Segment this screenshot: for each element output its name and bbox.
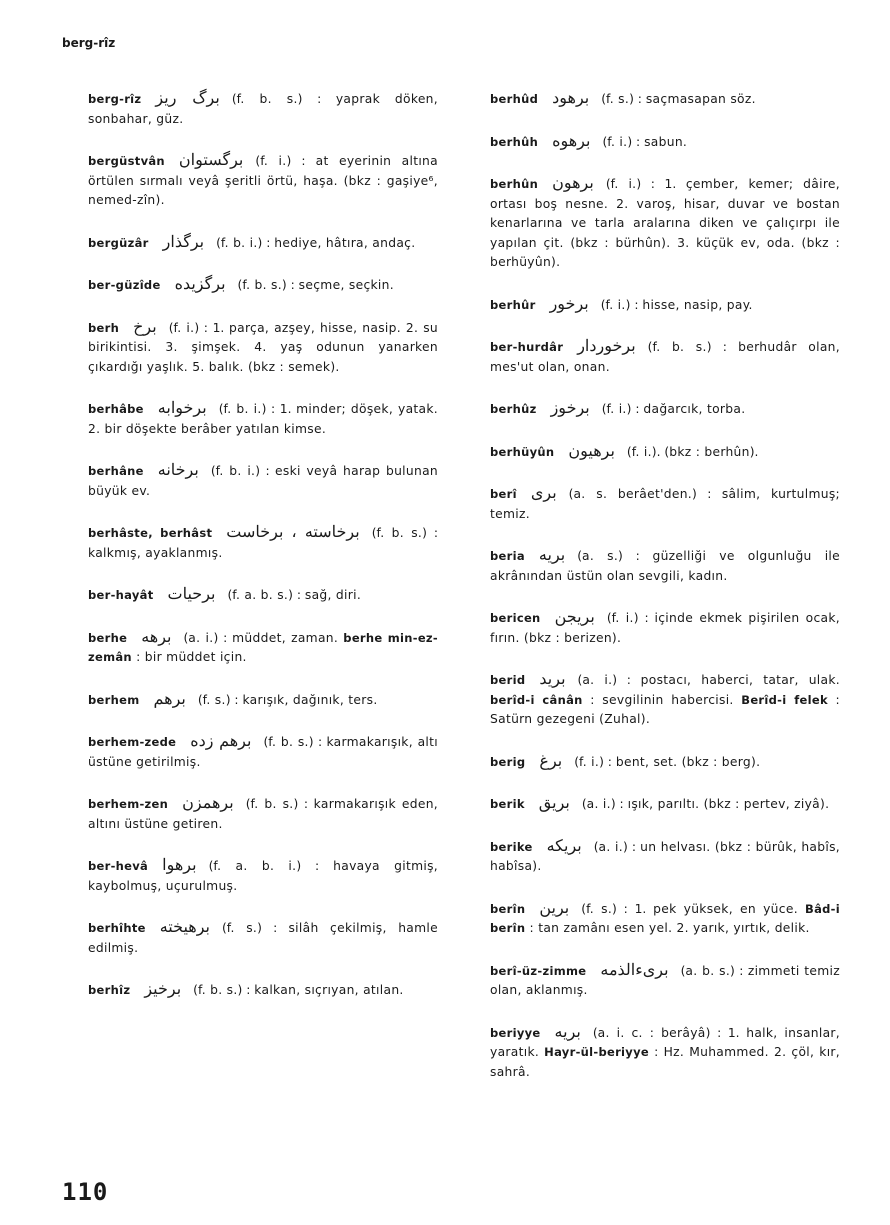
dictionary-entry: [460, 398, 840, 420]
entry-arabic-script: برحیات: [167, 584, 216, 603]
entry-definition: (f. i.) : 1. parça, azşey, hisse, nasip. 2. su birikintisi. 3. şimşek. 4. yaş odunun yanarken çıkardığı yaşlık. 5. balık. (bkz : semek).: [88, 320, 438, 374]
dictionary-entry: [58, 460, 438, 501]
entry-body: [460, 131, 840, 153]
dictionary-entry: [58, 917, 438, 958]
entry-definition: (f. b. s.) : karmakarışık, altı üstüne getirilmiş.: [88, 735, 438, 769]
entry-headword: berîn: [490, 901, 526, 916]
dictionary-entry: [58, 317, 438, 378]
entry-definition: (a. s. berâet'den.) : sâlim, kurtulmuş; temiz.: [490, 487, 840, 521]
dictionary-entry: [58, 584, 438, 606]
entry-body: [58, 460, 438, 501]
entry-headword: ber-hayât: [88, 588, 154, 602]
entry-headword: berî: [490, 487, 517, 501]
entry-body: [58, 88, 438, 129]
entry-headword: ber-güzîde: [88, 278, 161, 292]
sub-entry-headword: berîd-i cânân: [490, 692, 583, 707]
entry-arabic-script: برخوابه: [157, 398, 207, 417]
dictionary-entry: [58, 627, 438, 668]
entry-definition: (f. b. i.) : eski veyâ harap bulunan büyük ev.: [88, 464, 438, 498]
sub-entry-definition: : bir müddet için.: [131, 650, 247, 664]
entry-body: [58, 731, 438, 772]
entry-arabic-script: برگزیده: [174, 274, 226, 293]
entry-body: [460, 751, 840, 773]
entry-headword: berî-üz-zimme: [490, 963, 587, 978]
entry-definition: (f. b. i.) : 1. minder; döşek, yatak. 2. bir döşekte berâber yatılan kimse.: [88, 402, 438, 436]
entry-headword: berid: [490, 673, 526, 687]
entry-body: [460, 545, 840, 586]
entry-definition: (f. b. s.) : kalkan, sıçrıyan, atılan.: [193, 983, 404, 997]
entry-headword: berhâbe: [88, 402, 144, 416]
entry-definition: (f. i.). (bkz : berhûn).: [626, 444, 759, 459]
dictionary-entry: [58, 522, 438, 563]
dictionary-entry: [58, 689, 438, 711]
dictionary-entry: [460, 960, 840, 1001]
dictionary-entry: [460, 545, 840, 586]
entry-definition: (f. i.) : içinde ekmek pişirilen ocak, fırın. (bkz : berizen).: [490, 611, 840, 645]
entry-arabic-script: برغ: [539, 750, 563, 770]
entry-headword: berhûd: [490, 92, 539, 106]
entry-definition: (f. i.) : 1. çember, kemer; dâire, ortası boş nesne. 2. varoş, hisar, duvar ve bostan kenarlarına ve tarla aralarına diken ve çalıçırpı ile yapılan çit. (bkz : bürhûn). 3. küçük ev, oda. (bkz : berhüyûn).: [490, 177, 840, 269]
entry-arabic-script: برهه: [141, 626, 172, 646]
entry-body: [58, 398, 438, 439]
entry-body: [58, 150, 438, 211]
dictionary-entry: [58, 398, 438, 439]
entry-headword: bergüzâr: [88, 235, 149, 250]
entry-arabic-script: برگذار: [162, 231, 205, 251]
dictionary-entry: [460, 336, 840, 377]
entry-body: [460, 483, 840, 524]
entry-definition: (a. i.) : müddet, zaman.: [183, 630, 339, 645]
sub-entry-headword: Hayr-ül-beriyye: [544, 1045, 649, 1059]
sub-entry-definition: : tan zamânı esen yel. 2. yarık, yırtık, delik.: [525, 921, 810, 935]
entry-definition: (a. i.) : postacı, haberci, tatar, ulak.: [577, 673, 840, 687]
entry-arabic-script: برگستوان: [178, 150, 244, 169]
entry-body: [460, 336, 840, 377]
entry-headword: berhûr: [490, 297, 536, 312]
entry-headword: beria: [490, 549, 525, 563]
entry-body: [460, 88, 840, 110]
dictionary-entry: [58, 793, 438, 834]
entry-arabic-script: برخاسته ، برخاست: [226, 522, 360, 541]
entry-headword: berik: [490, 797, 525, 811]
entry-definition: (f. a. b. s.) : sağ, diri.: [227, 588, 362, 602]
entry-headword: berhîz: [88, 983, 131, 997]
entry-body: [460, 960, 840, 1001]
entry-arabic-script: برهوه: [552, 130, 591, 150]
dictionary-entry: [58, 855, 438, 896]
entry-definition: (f. i.) : bent, set. (bkz : berg).: [574, 754, 761, 769]
entry-arabic-script: برین: [539, 897, 570, 917]
dictionary-entry: [460, 1022, 840, 1083]
entry-headword: berike: [490, 839, 533, 854]
entry-headword: berhe: [88, 630, 128, 645]
dictionary-entry: [460, 607, 840, 648]
entry-headword: bericen: [490, 611, 541, 625]
entry-arabic-script: برخوز: [550, 398, 590, 417]
dictionary-entry: [460, 441, 840, 463]
entry-body: [460, 607, 840, 648]
entry-headword: berhem-zede: [88, 735, 177, 749]
entry-arabic-script: بریه: [538, 545, 566, 564]
entry-definition: (a. s.) : güzelliği ve olgunluğu ile akrânından üstün olan sevgili, kadın.: [490, 549, 840, 583]
entry-body: [58, 317, 438, 378]
entry-body: [58, 855, 438, 896]
entry-headword: ber-hurdâr: [490, 340, 564, 354]
entry-headword: ber-hevâ: [88, 859, 149, 873]
entry-body: [58, 584, 438, 606]
dictionary-entry: [460, 131, 840, 153]
dictionary-entry: [58, 274, 438, 296]
sub-entry-headword: berhe min-ez-zemân: [88, 630, 438, 664]
entry-body: [460, 836, 840, 877]
entry-body: [460, 398, 840, 420]
entry-body: [460, 669, 840, 730]
entry-body: [58, 232, 438, 254]
entry-definition: (f. b. s.) : kalkmış, ayaklanmış.: [88, 526, 438, 560]
entry-arabic-script: برخ: [133, 316, 157, 336]
entry-definition: (f. a. b. i.) : havaya gitmiş, kaybolmuş, uçurulmuş.: [88, 859, 438, 893]
dictionary-entry: [460, 669, 840, 730]
dictionary-entry: [58, 88, 438, 129]
entry-body: [460, 294, 840, 316]
entry-body: [460, 441, 840, 463]
dictionary-entry: [460, 793, 840, 815]
dictionary-entry: [58, 979, 438, 1001]
entry-headword: berhâne: [88, 464, 144, 478]
entry-body: [58, 689, 438, 711]
entry-headword: berhüyûn: [490, 444, 555, 459]
sub-entry-headword: Berîd-i felek: [741, 692, 828, 707]
dictionary-entry: [460, 751, 840, 773]
entry-headword: berhûz: [490, 402, 537, 416]
entry-definition: (f. i.) : sabun.: [602, 134, 688, 149]
entry-arabic-script: برهون: [552, 173, 594, 192]
left-column: [58, 88, 438, 1022]
entry-definition: (a. b. s.) : zimmeti temiz olan, aklanmış.: [490, 963, 840, 997]
entry-arabic-script: برخانه: [157, 460, 199, 479]
entry-arabic-script: برید: [539, 669, 566, 688]
entry-arabic-script: برهود: [552, 88, 590, 107]
dictionary-entry: [460, 483, 840, 524]
entry-arabic-script: بریجن: [554, 607, 595, 626]
entry-headword: berhâste, berhâst: [88, 526, 213, 540]
dictionary-entry: [58, 232, 438, 254]
entry-headword: bergüstvân: [88, 154, 165, 168]
entry-definition: (a. i.) : un helvası. (bkz : bürûk, habîs, habîsa).: [490, 839, 840, 873]
entry-arabic-script: برهیخته: [159, 917, 210, 936]
dictionary-entry: [460, 836, 840, 877]
entry-definition: (f. b. s.) : berhudâr olan, mes'ut olan, onan.: [490, 340, 840, 374]
entry-headword: berhûh: [490, 134, 539, 149]
entry-definition: (f. b. s.) : yaprak döken, sonbahar, güz.: [88, 92, 438, 126]
running-head: berg-rîz: [62, 36, 116, 50]
sub-entry-headword: Bâd-i berîn: [490, 901, 840, 935]
entry-arabic-script: برگ ریز: [155, 88, 220, 107]
entry-headword: berig: [490, 754, 526, 769]
entry-headword: berhem-zen: [88, 797, 169, 811]
entry-headword: berhûn: [490, 177, 539, 191]
entry-definition: (f. s.) : silâh çekilmiş, hamle edilmiş.: [88, 921, 438, 955]
dictionary-entry: [460, 173, 840, 273]
entry-definition: (f. s.) : 1. pek yüksek, en yüce.: [581, 901, 798, 916]
entry-body: [460, 793, 840, 815]
entry-body: [58, 793, 438, 834]
entry-body: [460, 173, 840, 273]
sub-entry-definition: : Hz. Muhammed. 2. çöl, kır, sahrâ.: [490, 1045, 840, 1079]
entry-arabic-script: بریءالذمه: [600, 959, 669, 979]
entry-arabic-script: برخیز: [144, 979, 182, 998]
entry-arabic-script: بری: [530, 483, 557, 502]
entry-body: [58, 979, 438, 1001]
entry-arabic-script: برهمزن: [182, 793, 234, 812]
dictionary-entry: [460, 88, 840, 110]
entry-definition: (f. b. i.) : hediye, hâtıra, andaç.: [216, 235, 416, 250]
entry-body: [460, 1022, 840, 1083]
entry-definition: (f. i.) : at eyerinin altına örtülen sırmalı veyâ şeritli örtü, haşa. (bkz : gaşiye⁶, nemed-zîn).: [88, 154, 438, 207]
entry-definition: (a. i. c. : berâyâ) : 1. halk, insanlar, yaratık.: [490, 1025, 840, 1059]
sub-entry-definition: : Satürn gezegeni (Zuhal).: [490, 692, 840, 726]
entry-arabic-script: برهم زده: [190, 731, 252, 750]
entry-body: [58, 917, 438, 958]
entry-body: [58, 274, 438, 296]
sub-entry-definition: : sevgilinin habercisi.: [582, 692, 734, 707]
right-column: [460, 88, 840, 1103]
entry-body: [58, 522, 438, 563]
dictionary-entry: [460, 294, 840, 316]
entry-headword: berh: [88, 320, 120, 335]
entry-definition: (f. i.) : hisse, nasip, pay.: [600, 297, 753, 312]
entry-definition: (f. i.) : dağarcık, torba.: [601, 402, 746, 416]
entry-arabic-script: برهم: [153, 688, 186, 708]
entry-headword: berhîhte: [88, 921, 146, 935]
entry-definition: (f. s.) : saçmasapan söz.: [601, 92, 756, 106]
entry-definition: (a. i.) : ışık, parıltı. (bkz : pertev, ziyâ).: [581, 797, 830, 811]
entry-arabic-script: بریکه: [546, 835, 582, 855]
page-number: 110: [62, 1178, 109, 1206]
entry-headword: berg-rîz: [88, 92, 142, 106]
entry-arabic-script: برخور: [549, 293, 589, 313]
entry-arabic-script: برهیون: [568, 440, 615, 460]
entry-arabic-script: برهوا: [162, 855, 197, 874]
entry-arabic-script: بریه: [554, 1021, 581, 1041]
entry-body: [58, 627, 438, 668]
entry-body: [460, 898, 840, 939]
dictionary-entry: [58, 731, 438, 772]
entry-headword: berhem: [88, 692, 140, 707]
dictionary-entry: [460, 898, 840, 939]
entry-definition: (f. s.) : karışık, dağınık, ters.: [197, 692, 378, 707]
entry-arabic-script: بریق: [538, 793, 570, 812]
dictionary-entry: [58, 150, 438, 211]
entry-headword: beriyye: [490, 1025, 541, 1040]
entry-definition: (f. b. s.) : karmakarışık eden, altını üstüne getiren.: [88, 797, 438, 831]
entry-arabic-script: برخوردار: [577, 336, 636, 355]
entry-definition: (f. b. s.) : seçme, seçkin.: [237, 278, 394, 292]
